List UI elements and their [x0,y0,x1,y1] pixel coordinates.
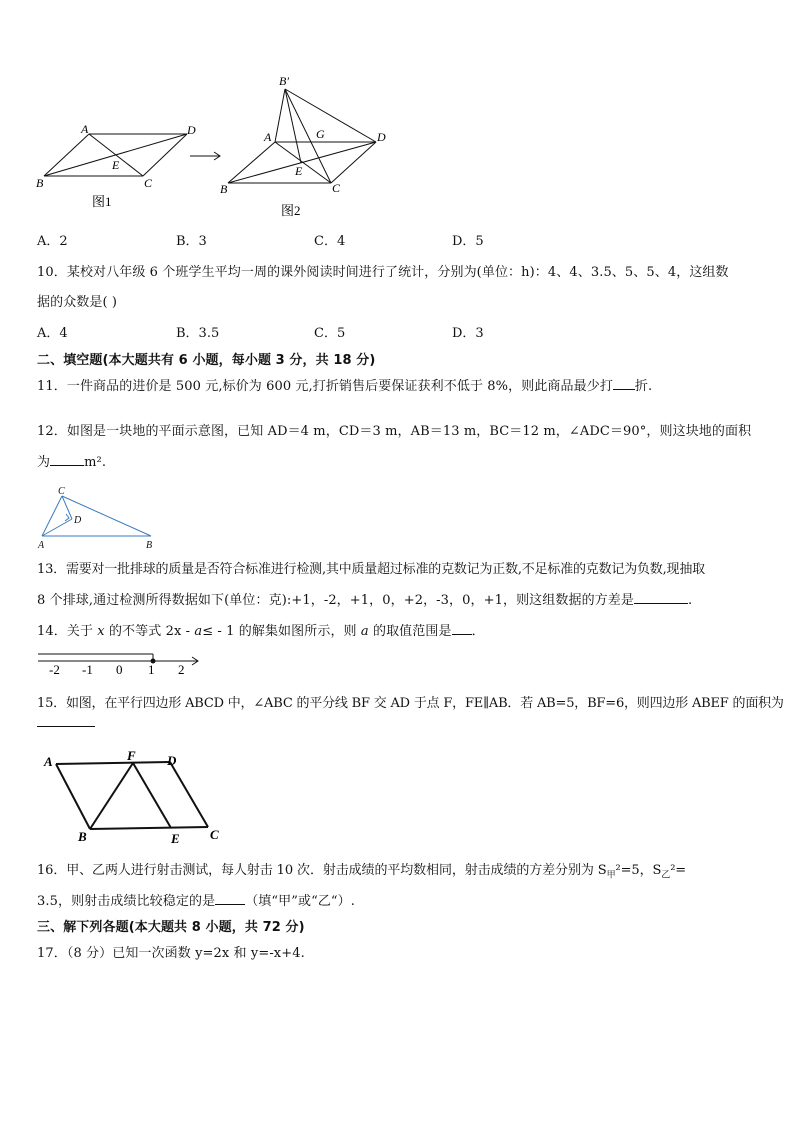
section-2-heading: 二、填空题(本大题共有 6 小题，每小题 3 分，共 18 分) [37,353,376,368]
q16-line2 [37,890,355,909]
q16-line1 [37,859,686,881]
q16-text-4: 3.5，则射击成绩比较稳定的是 [37,894,216,909]
q13-line1: 13．需要对一批排球的质量是否符合标准进行检测,其中质量超过标准的克数记为正数,不足标准的克数记为负数,现抽取 [37,562,705,577]
q16-blank[interactable] [215,892,245,905]
q17: 17．（8 分）已知一次函数 y=2x 和 y=-x+4. [37,946,305,961]
tick-0: 0 [116,662,123,677]
q11-text-end: 折. [634,379,653,394]
q12-label-d: D [74,515,82,526]
fig1-label-d: D [187,123,196,137]
q12-text: 为 [37,455,51,470]
tick-1: 1 [148,662,155,677]
q15-label-e: E [171,831,180,845]
fig1-label-b: B [36,176,44,190]
fig2-label-a: A [264,130,272,144]
q13-blank[interactable] [634,591,688,604]
fig2-label-g: G [316,127,325,141]
q14-var-a: a [194,624,203,639]
q11 [37,375,652,394]
q12-figure [34,485,164,550]
q14-text-4: 的取值范围是 [368,624,452,639]
q14-text-3: ≤ - 1 的解集如图所示，则 [202,624,361,639]
q13-line2: 8 个排球,通过检测所得数据如下(单位：克):+1，-2，+1，0，+2，-3，0，+1，则这组数据的方差是 . [37,593,693,608]
q12-blank[interactable] [50,453,84,466]
fig1-label-a: A [81,122,89,136]
q15-label-c: C [210,827,219,842]
q13-text: 8 个排球,通过检测所得数据如下(单位：克):+1，-2，+1，0，+2，-3，0，+1，则这组数据的方差是 [37,593,634,608]
q14-blank[interactable] [452,622,472,635]
fig1-caption: 图1 [92,194,112,209]
q10-line2: 据的众数是( ) [37,295,118,310]
q14-text-1: 14．关于 [37,624,98,639]
q10-line1: 10．某校对八年级 6 个班学生平均一周的课外阅读时间进行了统计，分别为(单位：h)：4、4、3.5、5、5、4，这组数 [37,265,729,280]
q12-label-b: B [146,540,153,550]
q12-label-c: C [58,486,65,497]
fig1-label-e: E [112,158,120,172]
q10-option-d[interactable]: D．3 [452,326,484,341]
q9-option-b[interactable]: B．3 [176,234,207,249]
q15-label-b: B [78,829,87,844]
q14-var-a2: a [360,624,369,639]
fig2-label-bprime: B′ [279,74,289,88]
q11-blank[interactable] [613,377,635,390]
q14-number-line [36,647,206,677]
q16-sub-yi: 乙 [661,870,671,881]
q16-sub-jia: 甲 [606,870,616,881]
q16-text-5: （填“甲”或“乙“）. [245,894,356,909]
fig2-label-b: B [220,182,228,196]
q12-unit: m². [84,455,107,470]
fig1-label-c: C [144,176,153,190]
q16-text-3: ²= [670,863,687,878]
fig2-label-c: C [332,181,341,195]
q10-option-b[interactable]: B．3.5 [176,326,220,341]
fig2-caption: 图2 [281,203,301,218]
q9-option-c[interactable]: C．4 [314,234,346,249]
q15-blank[interactable] [37,726,95,727]
q10-option-c[interactable]: C．5 [314,326,346,341]
q16-text-2: ²=5，S [615,863,662,878]
q12-line2 [37,451,106,470]
tick-2: 2 [178,662,185,677]
tick-neg2: -2 [49,662,60,677]
q15-label-a: A [44,754,53,769]
q14-text-2: 的不等式 2x - [104,624,195,639]
q15-label-d: D [167,753,177,768]
section-3-heading: 三、解下列各题(本大题共 8 小题，共 72 分) [37,920,305,935]
fig2-label-e: E [295,164,303,178]
q9-option-a[interactable]: A．2 [37,234,68,249]
q15-figure [40,750,230,845]
q16-text-1: 16．甲、乙两人进行射击测试，每人射击 10 次．射击成绩的平均数相同，射击成绩的方差分别为 S [37,863,607,878]
tick-neg1: -1 [82,662,93,677]
q9-option-d[interactable]: D．5 [452,234,484,249]
fig2-label-d: D [377,130,386,144]
q15-label-f: F [127,750,136,763]
q12-label-a: A [38,540,45,550]
q14: 14．关于 x 的不等式 2x - a≤ - 1 的解集如图所示，则 a 的取值范围是 ． [37,624,485,639]
q14-var-x: x [97,624,105,639]
top-figures [30,72,410,222]
q11-text: 11．一件商品的进价是 500 元,标价为 600 元,打折销售后要保证获利不低于 8%，则此商品最少打 [37,379,613,394]
arrow-icon [190,152,220,160]
q10-option-a[interactable]: A．4 [37,326,68,341]
q15-line1: 15．如图，在平行四边形 ABCD 中，∠ABC 的平分线 BF 交 AD 于点 F，FE∥AB．若 AB=5，BF=6，则四边形 ABEF 的面积为 [37,696,784,711]
q12-line1: 12．如图是一块地的平面示意图，已知 AD＝4 m，CD＝3 m，AB＝13 m，BC＝12 m，∠ADC＝90°，则这块地的面积 [37,424,752,439]
